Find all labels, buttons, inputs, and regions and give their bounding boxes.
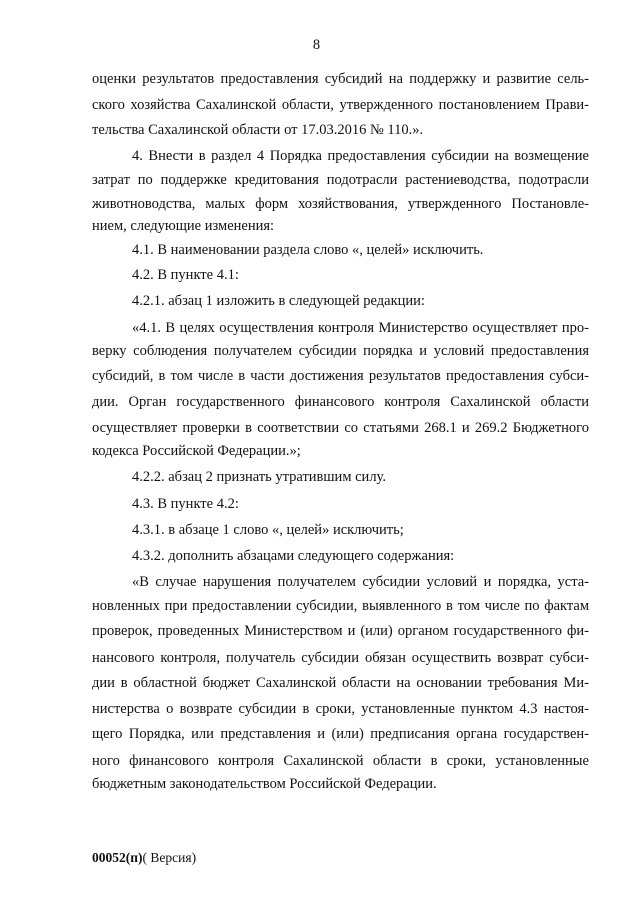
text-line: 4.3.1. в абзаце 1 слово «, целей» исключить;	[132, 522, 404, 538]
text-line: тельства Сахалинской области от 17.03.2016 № 110.».	[92, 122, 424, 138]
text-line: оценки результатов предоставления субсидий на поддержку и развитие сель-	[92, 71, 589, 87]
text-line: дии в областной бюджет Сахалинской области на основании требования Ми-	[92, 675, 589, 691]
page-number: 8	[312, 37, 321, 53]
text-line: «4.1. В целях осуществления контроля Министерство осуществляет про-	[132, 320, 589, 336]
text-line: 4.2. В пункте 4.1:	[132, 267, 239, 283]
text-line: осуществляет проверки в соответствии со статьями 268.1 и 269.2 Бюджетного	[92, 420, 589, 436]
text-line: 4.2.2. абзац 2 признать утратившим силу.	[132, 469, 386, 485]
text-line: 4.2.1. абзац 1 изложить в следующей редакции:	[132, 293, 425, 309]
text-line: 4.1. В наименовании раздела слово «, целей» исключить.	[132, 242, 484, 258]
text-line: затрат по поддержке кредитования подотрасли растениеводства, подотрасли	[92, 172, 589, 188]
document-version: ( Версия)	[142, 850, 197, 865]
text-line: «В случае нарушения получателем субсидии условий и порядка, уста-	[132, 574, 589, 590]
text-line: верку соблюдения получателем субсидии порядка и условий предоставления	[92, 343, 589, 359]
text-line: ского хозяйства Сахалинской области, утвержденного постановлением Прави-	[92, 97, 589, 113]
document-footer	[92, 850, 196, 866]
text-line: проверок, проведенных Министерством и (или) органом государственного фи-	[92, 623, 589, 639]
text-line: 4.3. В пункте 4.2:	[132, 496, 239, 512]
text-line: субсидий, в том числе в части достижения результатов предоставления субси-	[92, 368, 589, 384]
text-line: нистерства о возврате субсидии в сроки, установленные пунктом 4.3 настоя-	[92, 701, 589, 717]
text-line: дии. Орган государственного финансового контроля Сахалинской области	[92, 394, 589, 410]
text-line: животноводства, малых форм хозяйствования, утвержденного Постановле-	[92, 196, 589, 212]
text-line: новленных при предоставлении субсидии, выявленного в том числе по фактам	[92, 598, 589, 614]
text-line: кодекса Российской Федерации.»;	[92, 443, 301, 459]
document-code: 00052(п)	[92, 850, 143, 865]
text-line: бюджетным законодательством Российской Федерации.	[92, 776, 437, 792]
text-line: 4.3.2. дополнить абзацами следующего содержания:	[132, 548, 455, 564]
text-line: нансового контроля, получатель субсидии обязан осуществить возврат субси-	[92, 650, 589, 666]
text-line: 4. Внести в раздел 4 Порядка предоставления субсидии на возмещение	[132, 148, 589, 164]
text-line: щего Порядка, или представления и (или) предписания органа государствен-	[92, 726, 589, 742]
text-line: нием, следующие изменения:	[92, 218, 275, 234]
text-line: ного финансового контроля Сахалинской области в сроки, установленные	[92, 753, 589, 769]
